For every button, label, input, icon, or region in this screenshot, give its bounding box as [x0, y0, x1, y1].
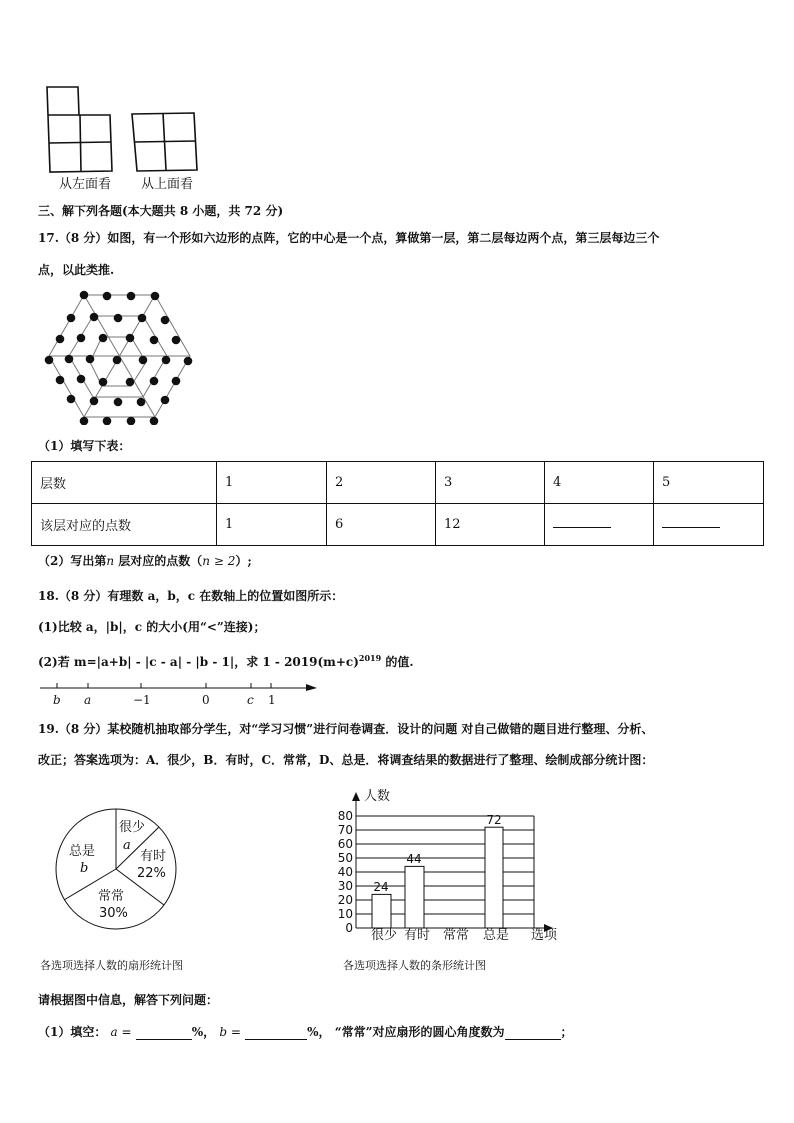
- svg-text:60: 60: [337, 837, 353, 851]
- q17-part2-mid: 层对应的点数（: [114, 554, 203, 568]
- q18-line2: (1)比较 a，|b|，c 的大小(用“<”连接)；: [38, 620, 266, 634]
- q18-line3-suffix: 的值.: [381, 655, 414, 669]
- row-header-layers: 层数: [32, 462, 217, 504]
- svg-text:80: 80: [337, 809, 353, 823]
- q17-part1-label: （1）填写下表：: [38, 439, 131, 453]
- pie-value-often: 30%: [99, 906, 128, 921]
- answer-blank-angle[interactable]: [505, 1039, 561, 1040]
- pie-label-often: 常常: [98, 889, 125, 904]
- q19-part1-tail: “常常”对应扇形的圆心角度数为: [334, 1025, 505, 1039]
- table-row: [32, 462, 764, 504]
- bar-x-label-always: 总是: [483, 928, 510, 943]
- row-header-points: 该层对应的点数: [32, 504, 217, 546]
- svg-text:40: 40: [337, 865, 353, 879]
- table-cell: 2: [327, 462, 436, 504]
- left-view-caption: 从左面看: [59, 177, 112, 192]
- svg-text:0: 0: [345, 921, 353, 935]
- percent-sign-b: %，: [307, 1025, 331, 1039]
- table-cell: 1: [217, 504, 327, 546]
- pie-label-sometimes: 有时: [140, 849, 167, 864]
- pie-label-always: 总是: [69, 844, 96, 859]
- pie-caption: 各选项选择人数的扇形统计图: [40, 959, 183, 972]
- q19-part1-end: ；: [560, 1025, 573, 1039]
- q19-part1: [38, 1024, 573, 1040]
- pie-label-rarely: 很少: [119, 820, 146, 835]
- table-cell: 5: [654, 462, 764, 504]
- svg-text:10: 10: [337, 907, 353, 921]
- svg-text:44: 44: [406, 852, 422, 866]
- top-view-caption: 从上面看: [141, 177, 194, 192]
- bar-caption: 各选项选择人数的条形统计图: [343, 959, 486, 972]
- hexagon-dot-lattice: [40, 285, 200, 425]
- answer-blank-b[interactable]: [245, 1039, 307, 1040]
- table-cell: 4: [545, 462, 654, 504]
- bar-x-label-rarely: 很少: [371, 928, 398, 943]
- q17-line1: 17.（8 分）如图，有一个形如六边形的点阵，它的中心是一个点，算做第一层，第二层每边两个点，第三层每边三个: [38, 231, 660, 245]
- q19-prompt: 请根据图中信息，解答下列问题：: [38, 993, 219, 1007]
- point-a-label: a: [84, 693, 92, 707]
- number-line: [40, 678, 325, 708]
- pie-value-b: b: [80, 861, 89, 876]
- table-cell: 1: [217, 462, 327, 504]
- q19-line1: 19.（8 分）某校随机抽取部分学生，对“学习习惯”进行问卷调查．设计的问题 对自己做错的题目进行整理、分析、: [38, 722, 654, 736]
- bar-y-axis-label: 人数: [364, 789, 391, 804]
- bar-x-label-often: 常常: [443, 928, 470, 943]
- bar-chart: [334, 786, 574, 946]
- tick-minus-one-label: −1: [133, 693, 151, 707]
- q19-line2: 改正；答案选项为：A．很少，B．有时，C．常常，D、总是．将调查结果的数据进行了整理、绘制成部分统计图：: [38, 753, 654, 767]
- q17-part2-cond: n ≥ 2: [202, 554, 236, 568]
- q18-line1: 18.（8 分）有理数 a，b，c 在数轴上的位置如图所示：: [38, 589, 344, 603]
- answer-blank-a[interactable]: [136, 1039, 192, 1040]
- q19-part1-prefix: （1）填空：: [38, 1025, 107, 1039]
- table-row: [32, 504, 764, 546]
- q17-part2-suffix: ）;: [235, 554, 252, 568]
- svg-text:24: 24: [373, 880, 389, 894]
- tick-one-label: 1: [268, 693, 276, 707]
- answer-blank-layer4[interactable]: [545, 504, 654, 546]
- exponent: 2019: [358, 653, 382, 663]
- svg-text:72: 72: [486, 813, 502, 827]
- point-c-label: c: [247, 693, 254, 707]
- q17-line2: 点，以此类推.: [38, 263, 115, 277]
- table-cell: 12: [436, 504, 545, 546]
- tick-zero-label: 0: [202, 693, 210, 707]
- q18-line3: [38, 650, 414, 670]
- bar-x-label-sometimes: 有时: [404, 928, 431, 943]
- svg-text:50: 50: [337, 851, 353, 865]
- svg-text:70: 70: [337, 823, 353, 837]
- pie-value-a: a: [123, 838, 131, 853]
- answer-blank-layer5[interactable]: [654, 504, 764, 546]
- point-b-label: b: [53, 693, 61, 707]
- layer-points-table: [31, 461, 764, 546]
- svg-text:30: 30: [337, 879, 353, 893]
- svg-text:20: 20: [337, 893, 353, 907]
- bar-x-axis-label: 选项: [531, 928, 558, 943]
- section-header: 三、解下列各题(本大题共 8 小题，共 72 分): [38, 204, 284, 218]
- percent-sign-a: %，: [191, 1025, 216, 1039]
- table-cell: 3: [436, 462, 545, 504]
- three-view-figure: [40, 84, 220, 184]
- var-b: b =: [219, 1025, 241, 1039]
- q17-part2-prefix: （2）写出第: [38, 554, 107, 568]
- q18-line3-prefix: (2)若 m=|a+b| - |c - a| - |b - 1|，求 1 - 2019(m+c): [38, 655, 359, 669]
- q17-part2: [38, 553, 252, 569]
- pie-value-sometimes: 22%: [137, 866, 166, 881]
- var-a: a =: [110, 1025, 132, 1039]
- table-cell: 6: [327, 504, 436, 546]
- var-n: n: [106, 554, 115, 568]
